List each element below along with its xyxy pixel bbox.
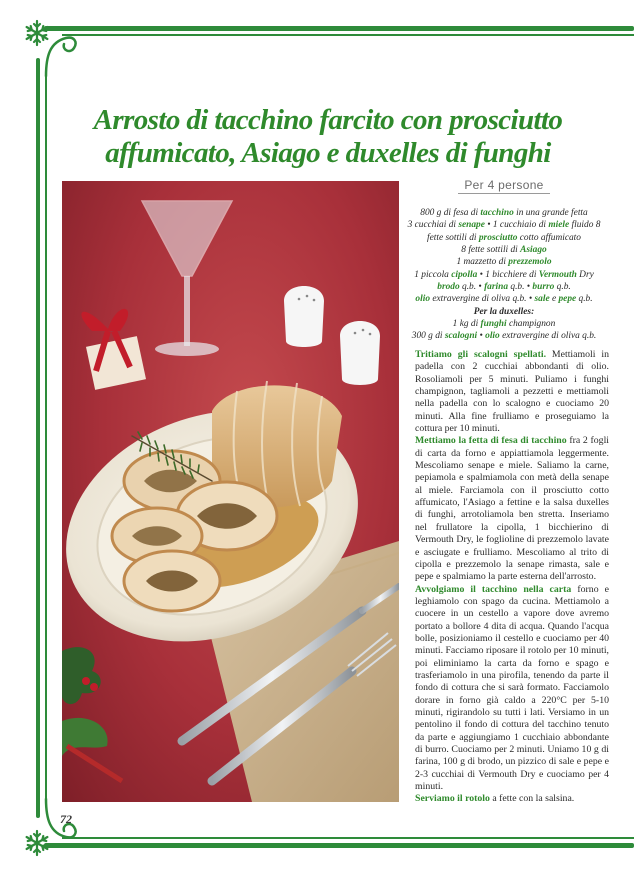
ingredient-text: 300 g di (411, 331, 445, 342)
servings-text: Per 4 persone (458, 178, 549, 194)
ingredient-name: prezzemolo (508, 257, 552, 268)
ingredient-text: q.b. (554, 282, 571, 293)
ingredient-name: tacchino (480, 208, 514, 218)
ingredient-line (404, 219, 604, 231)
ingredient-text: extravergine di oliva q.b. (499, 331, 597, 342)
ingredient-text: 3 cucchiai di (407, 220, 459, 231)
ingredient-name: olio (415, 294, 431, 305)
frame-top-inner-line (62, 34, 634, 36)
frame-left-inner-line (45, 76, 47, 800)
ingredient-name: prosciutto (478, 232, 518, 243)
servings-label (404, 178, 604, 194)
ingredient-name: Vermouth (538, 269, 577, 280)
recipe-step (415, 584, 609, 794)
ingredient-line (404, 293, 604, 305)
ingredient-text: 1 mazzetto di (456, 257, 509, 268)
ingredient-line (404, 318, 604, 330)
frame-bottom-inner-line (62, 837, 634, 839)
duxelles-subheading: Per la duxelles: (473, 306, 535, 317)
frame-top-border (44, 26, 634, 31)
snowflake-icon (22, 828, 52, 858)
step-lead: Mettiamo la fetta di fesa di tacchino (415, 435, 567, 447)
ingredient-name: sale (534, 294, 550, 305)
ingredient-name: funghi (480, 319, 507, 330)
ingredient-name: Asiago (520, 245, 547, 256)
ingredient-name: miele (548, 220, 570, 231)
ingredient-text: • 1 bicchiere di (477, 269, 539, 280)
recipe-step (415, 349, 609, 435)
ingredient-text: champignon (506, 319, 556, 330)
roast-turkey-illustration (62, 181, 399, 802)
ingredient-name: olio (485, 331, 500, 342)
ingredient-line (404, 256, 604, 268)
recipe-step (415, 435, 609, 583)
step-lead: Avvolgiamo il tacchino nella carta (415, 583, 572, 595)
ingredient-name: scalogni (444, 331, 478, 342)
step-lead: Tritiamo gli scalogni spellati. (415, 349, 547, 360)
ingredient-text: • (477, 331, 486, 342)
ingredient-text: cotto affumicato (517, 232, 581, 243)
recipe-title: Arrosto di tacchino farcito con prosciutto affumicato, Asiago e duxelles di funghi (93, 104, 563, 169)
ingredient-line (404, 232, 604, 244)
ingredient-text: Dry (576, 269, 594, 280)
step-lead: Serviamo il rotolo (415, 793, 490, 805)
ingredient-text: fluido 8 (569, 220, 601, 231)
step-text: fra 2 fogli di carta da forno e appiattiamola leggermente. Mescoliamo senape e miele. Saliamo la carne, pepiamola e spalmiamola con metà della senape al miele. Farciamola con il prosciutto cotto affumicato, l'Asiago a fettine e la salsa duxelles di funghi, arrotoliamola ben stretta. Inseriamo nel frullatore la cipolla, 1 bicchierino di Vermouth Dry, le foglioline di prezzemolo lavate e asciugate e frulliamo. Mescoliamo al trito di cipolla e prezzemolo la senape rimasta, sale e pepe e spalmiamo la parte esterna dell'arrosto. (415, 435, 610, 583)
recipe-step (415, 793, 609, 805)
ingredient-text: fette sottili di (427, 232, 479, 243)
ingredient-line (404, 330, 604, 342)
recipe-steps (415, 349, 609, 806)
step-text: Mettiamoli in padella con 2 cucchiai abbondanti di olio. Rosoliamoli per 5 minuti. Puliamo i funghi champignon, tagliamoli a pezzetti e mettiamoli nella padella con lo scalogno e cuociamo 20 minuti. Alla fine frulliamo e proseguiamo la cottura per 10 minuti. (415, 349, 609, 435)
snowflake-icon (22, 18, 52, 48)
ingredients-list (404, 207, 604, 343)
ingredient-text: q.b. • (459, 282, 485, 293)
ingredient-text: e (549, 294, 559, 305)
ingredient-name: burro (532, 282, 555, 293)
recipe-photo (62, 181, 399, 802)
ingredient-line (404, 244, 604, 256)
frame-bottom-border (44, 843, 634, 848)
ingredient-text: extravergine di oliva q.b. • (430, 294, 535, 305)
ingredient-text: 8 fette sottili di (461, 245, 521, 256)
ingredient-text: 800 g di fesa di (420, 208, 481, 218)
ingredient-text: q.b. • (508, 282, 533, 293)
ingredient-text: • 1 cucchiaio di (484, 220, 549, 231)
ingredient-name: cipolla (451, 269, 478, 280)
ingredient-text: q.b. (576, 294, 593, 305)
ingredient-name: farina (484, 282, 509, 293)
ingredient-name: brodo (437, 282, 460, 293)
page-number: 72 (60, 812, 72, 826)
ingredient-line (404, 269, 604, 281)
step-text: a fette con la salsina. (489, 793, 575, 805)
step-text: forno e leghiamolo con spago da cucina. Mettiamolo a cuocere in un cestello a vapore dove avremo portato a bollore 4 dita di acqua. Quando l'acqua bolle, posizioniamo il cestello e cuociamo per 40 minuti. Facciamo riposare il rotolo per 10 minuti, poi eliminiamo la carta da forno e spago e trasferiamolo in una pirofila, tenendo da parte il fondo di cottura che si sarà formato. Facciamolo dorare in forno già caldo a 220°C per 5-10 minuti, rigirandolo su tutti i lati. Versiamo in un pentolino il fondo di cottura del tacchino tenuto da parte e aggiungiamo 1 cucchiaio abbondante di burro. Cuociamo per 2 minuti. Uniamo 10 g di farina, 100 g di brodo, un pizzico di sale e pepe e 2-3 cucchiai di Vermouth Dry e cuociamo per 4 minuti. (415, 583, 610, 793)
ingredient-line (404, 281, 604, 293)
ingredient-name: pepe (558, 294, 577, 305)
ingredient-name: senape (458, 220, 485, 231)
ingredient-line (404, 207, 604, 219)
ingredient-text: in una grande fetta (513, 208, 588, 218)
ingredient-text: 1 piccola (414, 269, 452, 280)
ingredient-text: 1 kg di (452, 319, 481, 330)
frame-left-border (36, 58, 40, 818)
